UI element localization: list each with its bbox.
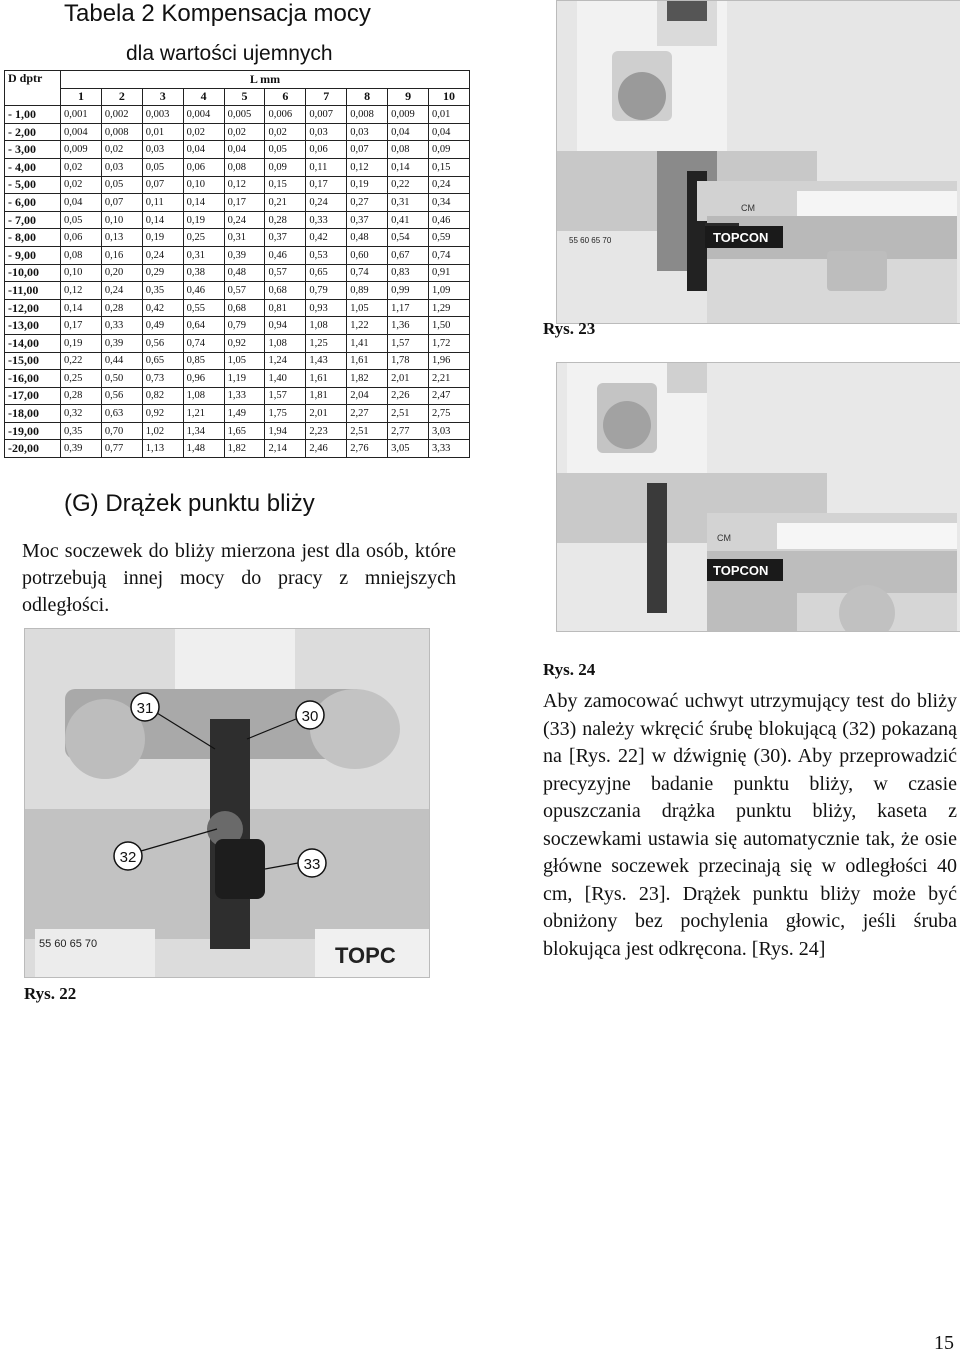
table-cell: 2,26	[388, 387, 429, 405]
table-cell: 0,17	[61, 317, 102, 335]
table-cell: 0,02	[61, 158, 102, 176]
table-cell: 0,93	[306, 299, 347, 317]
column-header: 5	[224, 88, 265, 106]
table-cell: 2,23	[306, 422, 347, 440]
table-cell: 0,22	[61, 352, 102, 370]
table-cell: 0,19	[183, 211, 224, 229]
table-cell: 0,46	[183, 282, 224, 300]
caption-rys-24: Rys. 24	[543, 660, 596, 679]
table-row	[5, 141, 470, 159]
table-cell: 1,96	[429, 352, 470, 370]
table-cell: 0,01	[142, 123, 183, 141]
table-cell: 2,77	[388, 422, 429, 440]
table-cell: 0,65	[306, 264, 347, 282]
table-cell: 0,24	[224, 211, 265, 229]
table-row	[5, 352, 470, 370]
column-header: 8	[347, 88, 388, 106]
table-subtitle: dla wartości ujemnych	[126, 42, 333, 65]
caption-rys-22: Rys. 22	[24, 984, 77, 1003]
row-label: - 1,00	[5, 106, 61, 124]
table-cell: 0,02	[183, 123, 224, 141]
table-cell: 1,61	[347, 352, 388, 370]
table-cell: 0,02	[224, 123, 265, 141]
table-cell: 0,009	[388, 106, 429, 124]
table-cell: 2,75	[429, 405, 470, 423]
table-cell: 1,22	[347, 317, 388, 335]
table-cell: 1,36	[388, 317, 429, 335]
column-header: 1	[61, 88, 102, 106]
paragraph-description: Aby zamocować uchwyt utrzymujący test do bliży (33) należy wkręcić śrubę blokującą (32) pokazaną na [Rys. 22] w dźwignię (30). Aby przeprowadzić precyzyjne badanie punktu bliży, w czasie opuszczania drążka punktu bliży, kaseta z soczewkami ustawia się automatycznie tak, że osie główne soczewek przecinają się w odległości 40 cm, [Rys. 23]. Drążek punktu bliży może być obniżony bez pochylenia głowic, jeśli śruba blokująca jest odkręcona. [Rys. 24]	[543, 690, 957, 960]
table-cell: 0,91	[429, 264, 470, 282]
table-cell: 0,14	[142, 211, 183, 229]
table-cell: 1,05	[224, 352, 265, 370]
table-cell: 2,04	[347, 387, 388, 405]
row-label: - 4,00	[5, 158, 61, 176]
table-cell: 0,007	[306, 106, 347, 124]
table-cell: 1,81	[306, 387, 347, 405]
table-cell: 0,12	[347, 158, 388, 176]
table-row	[5, 158, 470, 176]
table-cell: 0,10	[183, 176, 224, 194]
table-group-label: L mm	[61, 71, 470, 89]
table-cell: 0,57	[224, 282, 265, 300]
table-cell: 2,76	[347, 440, 388, 458]
table-cell: 1,43	[306, 352, 347, 370]
table-cell: 0,67	[388, 246, 429, 264]
table-cell: 0,56	[142, 334, 183, 352]
table-cell: 0,11	[142, 194, 183, 212]
table-cell: 0,09	[265, 158, 306, 176]
table-cell: 0,28	[101, 299, 142, 317]
table-cell: 0,19	[61, 334, 102, 352]
table-cell: 0,42	[142, 299, 183, 317]
table-cell: 0,04	[224, 141, 265, 159]
table-cell: 2,01	[388, 370, 429, 388]
table-cell: 1,57	[265, 387, 306, 405]
table-cell: 0,94	[265, 317, 306, 335]
row-label: -10,00	[5, 264, 61, 282]
column-header: 9	[388, 88, 429, 106]
row-label: - 9,00	[5, 246, 61, 264]
table-cell: 0,001	[61, 106, 102, 124]
table-title: Tabela 2 Kompensacja mocy	[64, 0, 371, 27]
table-cell: 0,04	[388, 123, 429, 141]
row-label: -16,00	[5, 370, 61, 388]
scale-label: CM	[741, 203, 755, 213]
table-cell: 0,35	[61, 422, 102, 440]
table-cell: 0,03	[101, 158, 142, 176]
table-cell: 0,57	[265, 264, 306, 282]
column-header: 7	[306, 88, 347, 106]
table-cell: 2,51	[388, 405, 429, 423]
table-row	[5, 106, 470, 124]
table-cell: 1,82	[347, 370, 388, 388]
paragraph-intro: Moc soczewek do bliży mierzona jest dla osób, które potrzebują innej mocy do pracy z mniejszych odległości.	[22, 540, 456, 616]
table-cell: 0,33	[101, 317, 142, 335]
table-cell: 0,82	[142, 387, 183, 405]
svg-text:32: 32	[119, 849, 137, 866]
row-label: - 8,00	[5, 229, 61, 247]
column-header: 4	[183, 88, 224, 106]
table-cell: 0,68	[224, 299, 265, 317]
table-cell: 0,35	[142, 282, 183, 300]
table-cell: 0,06	[306, 141, 347, 159]
table-cell: 1,49	[224, 405, 265, 423]
table-cell: 0,13	[101, 229, 142, 247]
table-cell: 1,29	[429, 299, 470, 317]
table-row	[5, 264, 470, 282]
table-cell: 0,39	[224, 246, 265, 264]
table-row	[5, 299, 470, 317]
table-cell: 0,05	[101, 176, 142, 194]
table-cell: 0,12	[224, 176, 265, 194]
table-cell: 0,05	[265, 141, 306, 159]
column-header: 10	[429, 88, 470, 106]
table-cell: 1,02	[142, 422, 183, 440]
table-row	[5, 176, 470, 194]
table-cell: 3,33	[429, 440, 470, 458]
svg-text:30: 30	[301, 708, 319, 725]
table-cell: 0,31	[183, 246, 224, 264]
photo-rys-23	[556, 0, 960, 324]
row-label: -14,00	[5, 334, 61, 352]
table-cell: 0,14	[388, 158, 429, 176]
table-cell: 0,81	[265, 299, 306, 317]
table-cell: 0,44	[101, 352, 142, 370]
row-label: -12,00	[5, 299, 61, 317]
photo-rys-22	[24, 628, 430, 978]
table-cell: 0,08	[61, 246, 102, 264]
table-cell: 0,31	[388, 194, 429, 212]
row-label: - 2,00	[5, 123, 61, 141]
table-cell: 2,46	[306, 440, 347, 458]
scale-numbers: 55 60 65 70	[39, 938, 98, 950]
table-corner-label: D dptr	[5, 71, 61, 106]
table-cell: 0,34	[429, 194, 470, 212]
table-cell: 0,02	[61, 176, 102, 194]
table-cell: 0,28	[265, 211, 306, 229]
page-number: 15	[934, 1332, 954, 1354]
table-cell: 0,08	[388, 141, 429, 159]
table-cell: 0,002	[101, 106, 142, 124]
table-cell: 0,24	[142, 246, 183, 264]
row-label: -20,00	[5, 440, 61, 458]
table-cell: 0,46	[265, 246, 306, 264]
table-cell: 0,004	[183, 106, 224, 124]
table-cell: 2,47	[429, 387, 470, 405]
table-row	[5, 387, 470, 405]
table-cell: 1,40	[265, 370, 306, 388]
table-cell: 0,07	[101, 194, 142, 212]
table-cell: 0,06	[61, 229, 102, 247]
table-cell: 0,05	[142, 158, 183, 176]
table-cell: 0,06	[183, 158, 224, 176]
table-cell: 1,82	[224, 440, 265, 458]
svg-text:31: 31	[136, 700, 154, 717]
table-cell: 1,33	[224, 387, 265, 405]
table-cell: 0,60	[347, 246, 388, 264]
table-row	[5, 370, 470, 388]
table-cell: 0,68	[265, 282, 306, 300]
table-cell: 2,21	[429, 370, 470, 388]
table-cell: 0,02	[101, 141, 142, 159]
table-row	[5, 211, 470, 229]
table-cell: 0,22	[388, 176, 429, 194]
table-cell: 0,14	[61, 299, 102, 317]
table-cell: 2,01	[306, 405, 347, 423]
table-cell: 0,31	[224, 229, 265, 247]
table-cell: 0,08	[224, 158, 265, 176]
row-label: -15,00	[5, 352, 61, 370]
scale-numbers: 55 60 65 70	[569, 236, 612, 245]
table-row	[5, 123, 470, 141]
table-cell: 0,03	[142, 141, 183, 159]
table-cell: 0,96	[183, 370, 224, 388]
svg-text:33: 33	[303, 856, 321, 873]
table-cell: 2,27	[347, 405, 388, 423]
table-cell: 0,008	[347, 106, 388, 124]
table-cell: 1,65	[224, 422, 265, 440]
table-cell: 0,33	[306, 211, 347, 229]
table-cell: 0,006	[265, 106, 306, 124]
table-cell: 0,04	[61, 194, 102, 212]
column-header: 3	[142, 88, 183, 106]
table-cell: 0,48	[347, 229, 388, 247]
section-heading: (G) Drążek punktu bliży	[64, 490, 315, 517]
table-cell: 0,25	[183, 229, 224, 247]
table-cell: 0,63	[101, 405, 142, 423]
table-cell: 0,74	[347, 264, 388, 282]
table-cell: 0,79	[224, 317, 265, 335]
table-cell: 0,10	[101, 211, 142, 229]
table-cell: 0,19	[142, 229, 183, 247]
table-cell: 0,92	[142, 405, 183, 423]
table-cell: 0,73	[142, 370, 183, 388]
table-cell: 0,77	[101, 440, 142, 458]
table-cell: 0,02	[265, 123, 306, 141]
table-cell: 0,46	[429, 211, 470, 229]
table-cell: 0,32	[61, 405, 102, 423]
table-row	[5, 440, 470, 458]
table-cell: 1,08	[183, 387, 224, 405]
table-cell: 0,79	[306, 282, 347, 300]
table-cell: 1,25	[306, 334, 347, 352]
table-cell: 0,09	[429, 141, 470, 159]
table-cell: 0,48	[224, 264, 265, 282]
row-label: -19,00	[5, 422, 61, 440]
table-cell: 0,17	[224, 194, 265, 212]
table-cell: 1,05	[347, 299, 388, 317]
table-cell: 0,11	[306, 158, 347, 176]
table-cell: 0,04	[183, 141, 224, 159]
table-cell: 0,25	[61, 370, 102, 388]
table-cell: 1,41	[347, 334, 388, 352]
row-label: -11,00	[5, 282, 61, 300]
table-cell: 0,59	[429, 229, 470, 247]
table-cell: 0,27	[347, 194, 388, 212]
table-cell: 0,03	[347, 123, 388, 141]
table-cell: 1,08	[306, 317, 347, 335]
table-cell: 0,15	[429, 158, 470, 176]
table-cell: 0,56	[101, 387, 142, 405]
table-cell: 0,05	[61, 211, 102, 229]
table-cell: 0,92	[224, 334, 265, 352]
table-cell: 2,51	[347, 422, 388, 440]
table-cell: 1,75	[265, 405, 306, 423]
table-cell: 0,50	[101, 370, 142, 388]
table-row	[5, 334, 470, 352]
table-row	[5, 246, 470, 264]
brand-logo: TOPC	[335, 943, 396, 968]
row-label: - 6,00	[5, 194, 61, 212]
table-row	[5, 282, 470, 300]
table-cell: 0,74	[429, 246, 470, 264]
table-row	[5, 405, 470, 423]
table-cell: 0,29	[142, 264, 183, 282]
table-cell: 1,94	[265, 422, 306, 440]
table-cell: 0,41	[388, 211, 429, 229]
table-cell: 1,08	[265, 334, 306, 352]
table-cell: 1,19	[224, 370, 265, 388]
table-cell: 0,42	[306, 229, 347, 247]
table-cell: 1,78	[388, 352, 429, 370]
table-cell: 0,39	[101, 334, 142, 352]
table-cell: 0,55	[183, 299, 224, 317]
table-cell: 0,37	[347, 211, 388, 229]
table-cell: 0,15	[265, 176, 306, 194]
table-cell: 0,005	[224, 106, 265, 124]
brand-logo: TOPCON	[713, 230, 769, 245]
table-cell: 0,10	[61, 264, 102, 282]
row-label: -18,00	[5, 405, 61, 423]
table-cell: 0,21	[265, 194, 306, 212]
table-cell: 0,85	[183, 352, 224, 370]
scale-label: CM	[717, 533, 731, 543]
table-cell: 0,12	[61, 282, 102, 300]
table-cell: 0,07	[142, 176, 183, 194]
column-header: 6	[265, 88, 306, 106]
table-cell: 0,14	[183, 194, 224, 212]
table-cell: 0,99	[388, 282, 429, 300]
table-cell: 0,74	[183, 334, 224, 352]
table-cell: 0,89	[347, 282, 388, 300]
row-label: - 7,00	[5, 211, 61, 229]
caption-rys-23: Rys. 23	[543, 319, 596, 338]
table-cell: 0,17	[306, 176, 347, 194]
table-cell: 0,16	[101, 246, 142, 264]
table-cell: 0,24	[101, 282, 142, 300]
photo-rys-24	[556, 362, 960, 632]
table-cell: 3,05	[388, 440, 429, 458]
table-cell: 0,20	[101, 264, 142, 282]
table-cell: 0,24	[429, 176, 470, 194]
table-cell: 1,61	[306, 370, 347, 388]
table-cell: 0,003	[142, 106, 183, 124]
row-label: -17,00	[5, 387, 61, 405]
column-header: 2	[101, 88, 142, 106]
table-cell: 1,09	[429, 282, 470, 300]
table-cell: 0,83	[388, 264, 429, 282]
table-cell: 0,28	[61, 387, 102, 405]
table-cell: 0,004	[61, 123, 102, 141]
table-cell: 1,13	[142, 440, 183, 458]
row-label: -13,00	[5, 317, 61, 335]
table-cell: 1,17	[388, 299, 429, 317]
table-cell: 0,37	[265, 229, 306, 247]
power-compensation-table	[4, 70, 470, 458]
table-cell: 0,49	[142, 317, 183, 335]
table-cell: 1,24	[265, 352, 306, 370]
table-cell: 0,38	[183, 264, 224, 282]
table-cell: 0,07	[347, 141, 388, 159]
table-cell: 0,04	[429, 123, 470, 141]
table-cell: 1,21	[183, 405, 224, 423]
brand-logo: TOPCON	[713, 563, 769, 578]
table-cell: 2,14	[265, 440, 306, 458]
table-cell: 0,70	[101, 422, 142, 440]
table-cell: 0,65	[142, 352, 183, 370]
table-cell: 1,57	[388, 334, 429, 352]
table-row	[5, 194, 470, 212]
table-cell: 0,39	[61, 440, 102, 458]
table-cell: 0,01	[429, 106, 470, 124]
table-cell: 0,03	[306, 123, 347, 141]
row-label: - 5,00	[5, 176, 61, 194]
table-cell: 1,72	[429, 334, 470, 352]
table-cell: 0,54	[388, 229, 429, 247]
table-cell: 0,19	[347, 176, 388, 194]
table-cell: 0,24	[306, 194, 347, 212]
table-cell: 0,008	[101, 123, 142, 141]
table-cell: 0,009	[61, 141, 102, 159]
table-row	[5, 229, 470, 247]
table-row	[5, 422, 470, 440]
table-cell: 1,50	[429, 317, 470, 335]
table-cell: 0,53	[306, 246, 347, 264]
table-row	[5, 317, 470, 335]
table-cell: 1,34	[183, 422, 224, 440]
row-label: - 3,00	[5, 141, 61, 159]
table-cell: 3,03	[429, 422, 470, 440]
table-cell: 1,48	[183, 440, 224, 458]
table-cell: 0,64	[183, 317, 224, 335]
